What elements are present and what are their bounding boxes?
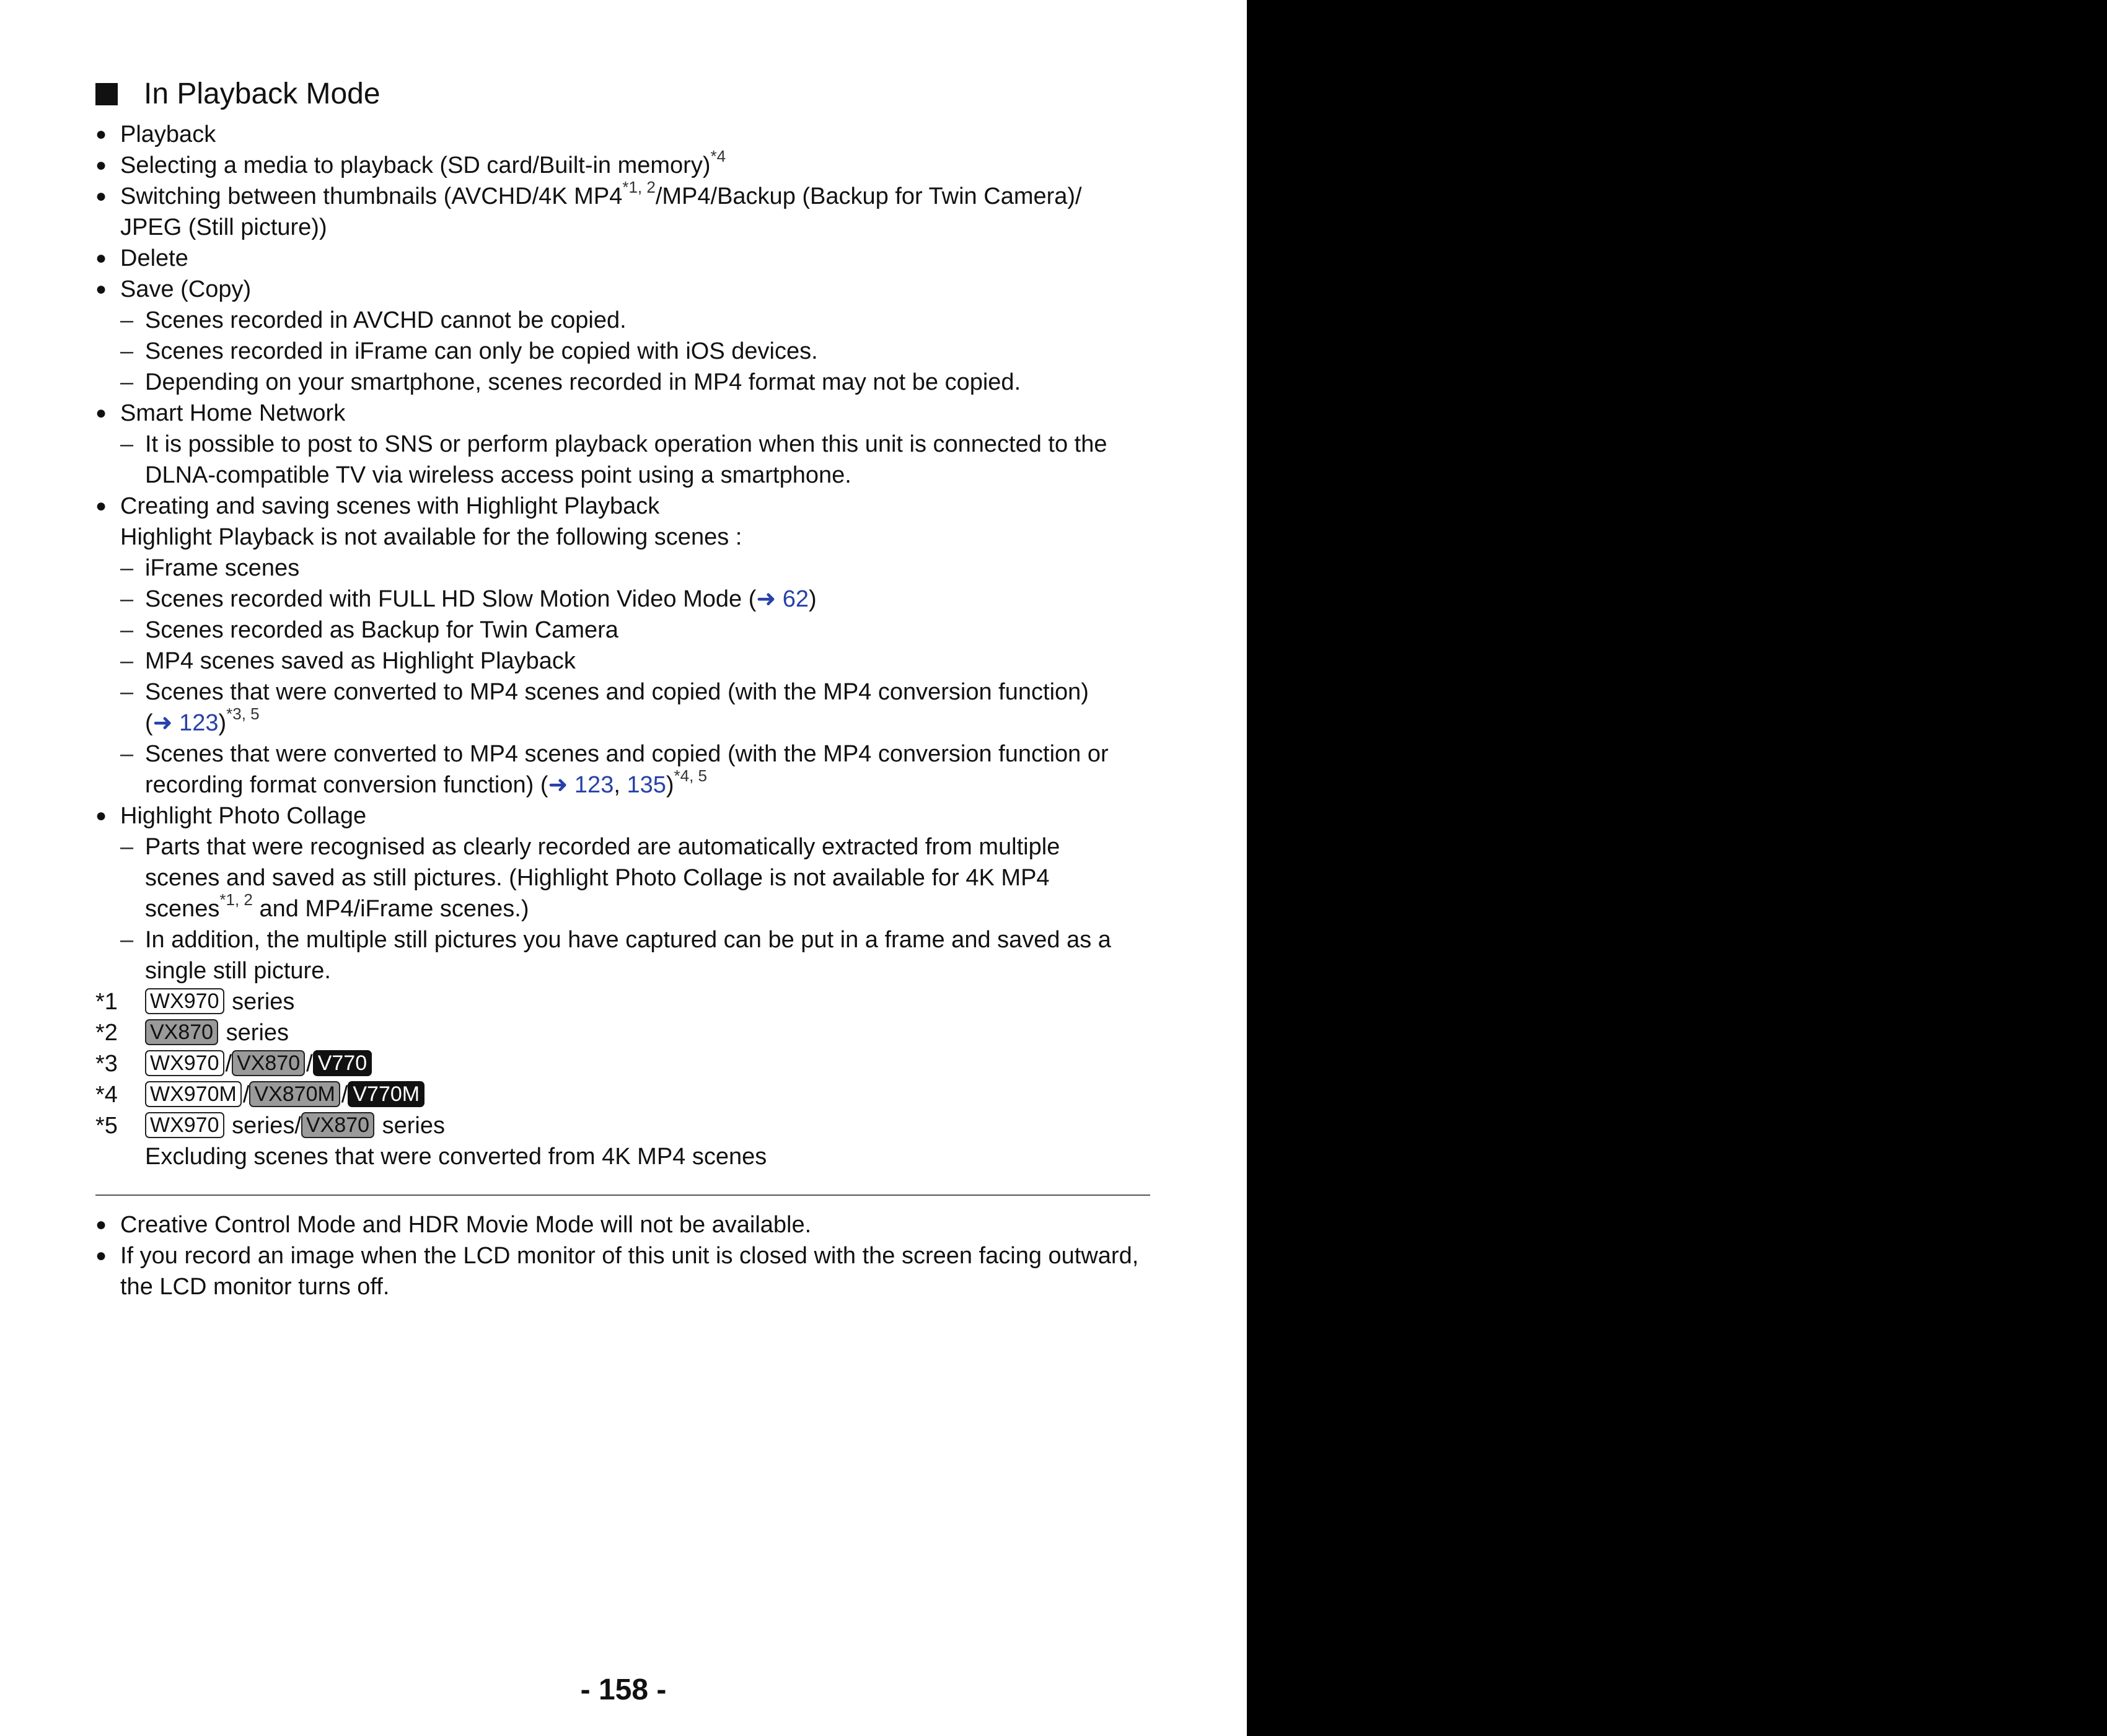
bullet-icon: ●: [95, 403, 107, 423]
dash-icon: –: [120, 369, 134, 395]
footnote-ref: *1, 2: [622, 178, 656, 197]
page-link-123[interactable]: 123: [179, 710, 219, 736]
bullet-icon: ●: [95, 248, 107, 268]
dash-icon: –: [120, 834, 134, 860]
dash-icon: –: [120, 307, 134, 333]
page-ref-arrow-icon: ➜: [756, 586, 776, 612]
sub-item: – iFrame scenes: [95, 553, 1149, 584]
sub-item: – It is possible to post to SNS or perform playback operation when this unit is connected to the DLNA-compatible TV via wireless access point using a smartphone.: [95, 429, 1149, 491]
dash-icon: –: [120, 648, 134, 674]
list-item: ● Creative Control Mode and HDR Movie Mode will not be available.: [95, 1209, 1149, 1240]
page-ref-arrow-icon: ➜: [548, 772, 568, 798]
page-ref-arrow-icon: ➜: [152, 710, 173, 736]
footnote: *3 WX970 / VX870 / V770: [95, 1048, 1149, 1079]
bullet-icon: ●: [95, 496, 107, 516]
footnote-ref: *3, 5: [226, 704, 260, 724]
sub-item: – Scenes recorded in AVCHD cannot be copied.: [95, 305, 1149, 336]
bullet-icon: ●: [95, 805, 107, 826]
list-item: ● Creating and saving scenes with Highlight Playback: [95, 491, 1149, 522]
list-item: ● If you record an image when the LCD monitor of this unit is closed with the screen facing outward, the LCD monitor turns off.: [95, 1240, 1149, 1302]
list-item: ● Highlight Photo Collage: [95, 800, 1149, 831]
section-title: In Playback Mode: [144, 77, 380, 110]
model-tag: V770: [313, 1050, 372, 1076]
footnote-mark: *2: [95, 1020, 118, 1046]
dash-icon: –: [120, 338, 134, 364]
bullet-icon: ●: [95, 1245, 107, 1266]
footnote: *1 WX970 series: [95, 986, 1149, 1017]
sub-item: – Parts that were recognised as clearly recorded are automatically extracted from multiple scenes and saved as still pictures. (Highlight Photo Collage is not available for 4K MP4 scenes$^{*1, 2}$ and MP4/iFrame scenes.): [95, 831, 1149, 924]
sub-item: – In addition, the multiple still pictures you have captured can be put in a frame and saved as a single still picture.: [95, 924, 1149, 986]
footnote-mark: *3: [95, 1051, 118, 1077]
footnote: *5 WX970 series/ VX870 series Excluding scenes that were converted from 4K MP4 scenes: [95, 1110, 1149, 1172]
model-tag: VX870M: [249, 1081, 340, 1107]
dash-icon: –: [120, 741, 134, 767]
sub-item: – Scenes recorded as Backup for Twin Camera: [95, 615, 1149, 646]
playback-section: [95, 69, 1149, 1172]
sub-item: – Scenes that were converted to MP4 scenes and copied (with the MP4 conversion function or recording format conversion function) (➜ 123, 135)$^{*4, 5}$: [95, 739, 1149, 800]
footnote-mark: *4: [95, 1082, 118, 1108]
sub-item: – Scenes that were converted to MP4 scenes and copied (with the MP4 conversion function) (➜ 123)$^{*3, 5}$: [95, 677, 1149, 739]
dash-icon: –: [120, 679, 134, 705]
bullet-icon: ●: [95, 124, 107, 144]
model-tag: WX970: [145, 988, 224, 1014]
page-link-123[interactable]: 123: [574, 772, 614, 798]
footnote-note: Excluding scenes that were converted from 4K MP4 scenes: [145, 1144, 767, 1170]
model-tag: VX870: [145, 1019, 218, 1045]
model-tag: WX970: [145, 1050, 224, 1076]
model-tag: WX970: [145, 1112, 224, 1138]
list-item: ● Delete: [95, 243, 1149, 274]
model-tag: VX870: [232, 1050, 305, 1076]
list-item: ● Selecting a media to playback (SD card/Built-in memory)$^{*4}$: [95, 150, 1149, 181]
sub-item: – Scenes recorded with FULL HD Slow Motion Video Mode (➜ 62): [95, 584, 1149, 615]
footnote: *4 WX970M / VX870M / V770M: [95, 1079, 1149, 1110]
model-tag: V770M: [348, 1081, 424, 1107]
footnote-mark: *1: [95, 989, 118, 1015]
dash-icon: –: [120, 927, 134, 953]
footnote-ref: *1, 2: [219, 890, 253, 910]
heading-square-icon: [95, 83, 118, 105]
bullet-icon: ●: [95, 1214, 107, 1235]
bullet-icon: ●: [95, 155, 107, 175]
dash-icon: –: [120, 431, 134, 457]
footnote-mark: *5: [95, 1113, 118, 1139]
bullet-icon: ●: [95, 186, 107, 206]
list-item: ● Save (Copy): [95, 274, 1149, 305]
page-link-135[interactable]: 135: [627, 772, 666, 798]
footnote-ref: *4: [710, 147, 726, 166]
list-item: ● Playback: [95, 119, 1149, 150]
model-tag: VX870: [301, 1112, 374, 1138]
footnote: *2 VX870 series: [95, 1017, 1149, 1048]
footnote-ref: *4, 5: [674, 766, 708, 786]
section-heading: [95, 69, 1149, 119]
section-divider: [95, 1195, 1150, 1196]
dash-icon: –: [120, 555, 134, 581]
notes-section: [95, 1209, 1149, 1302]
page-number: - 158 -: [580, 1673, 667, 1706]
list-item: ● Switching between thumbnails (AVCHD/4K MP4$^{*1, 2}$/MP4/Backup (Backup for Twin Camera)/ JPEG (Still picture)): [95, 178, 1082, 240]
sub-item: – Depending on your smartphone, scenes recorded in MP4 format may not be copied.: [95, 367, 1149, 398]
list-item: ● Smart Home Network: [95, 398, 1149, 429]
dash-icon: –: [120, 617, 134, 643]
sub-item: – MP4 scenes saved as Highlight Playback: [95, 646, 1149, 677]
page-link-62[interactable]: 62: [782, 586, 809, 612]
sub-item: – Scenes recorded in iFrame can only be copied with iOS devices.: [95, 336, 1149, 367]
item-note: Highlight Playback is not available for the following scenes :: [120, 524, 742, 550]
bullet-icon: ●: [95, 279, 107, 299]
model-tag: WX970M: [145, 1081, 242, 1107]
dash-icon: –: [120, 586, 134, 612]
